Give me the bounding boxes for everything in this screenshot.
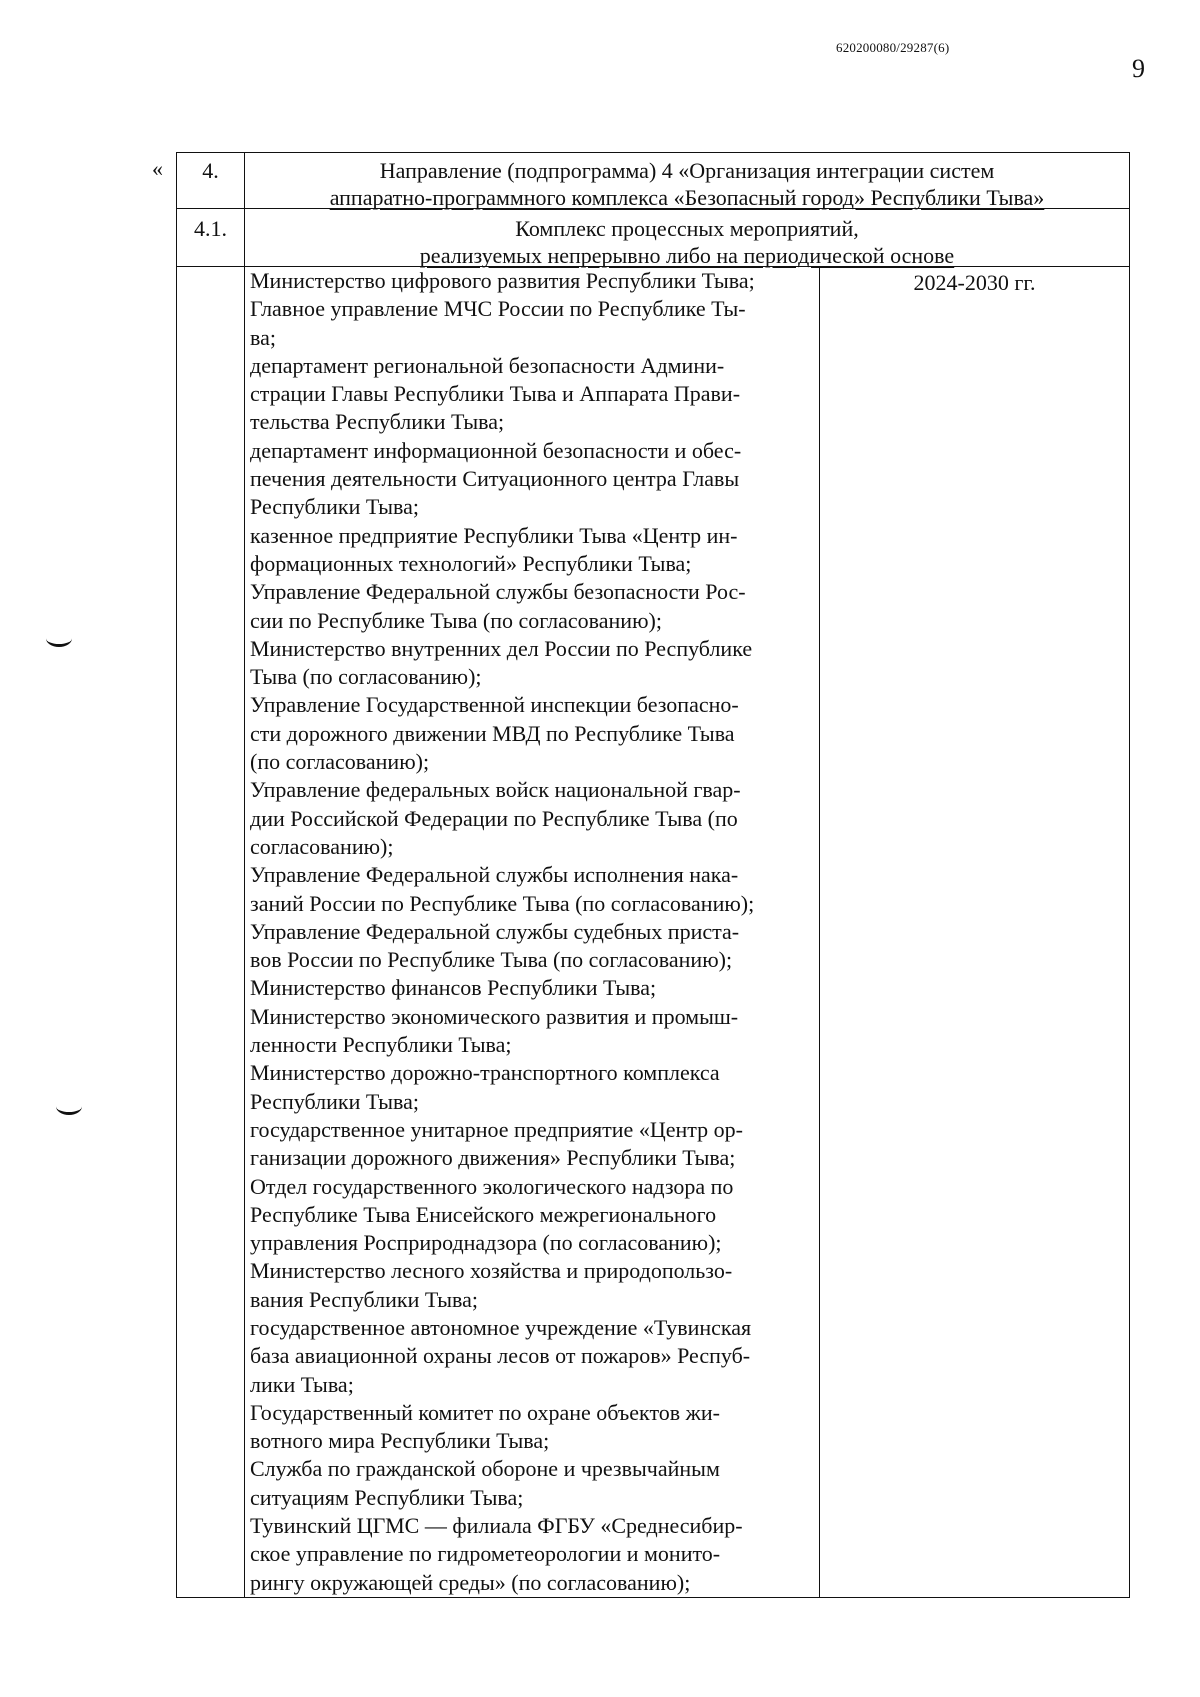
document-id: 620200080/29287(6) bbox=[836, 40, 950, 55]
section-title bbox=[245, 157, 1129, 211]
scan-artifact-mark bbox=[56, 1098, 82, 1115]
responsible-executors-cell: Министерство цифрового развития Республики Тыва; Главное управление МЧС России по Республике Ты- ва; департамент региональной безопасности Админи- страции Главы Республики Тыва и Аппарата Прави- тельства Республики Тыва; департамент информационной безопасности и обес- печения деятельности Ситуационного центра Главы Республики Тыва; казенное предприятие Республики Тыва «Центр ин- формационных технологий» Республики Тыва; Управление Федеральной службы безопасности Рос- сии по Республике Тыва (по согласованию); Министерство внутренних дел России по Республике Тыва (по согласованию); Управление Государственной инспекции безопасно- сти дорожного движении МВД по Республике Тыва (по согласованию); Управление федеральных войск национальной гвар- дии Российской Федерации по Республике Тыва (по согласованию); Управление Федеральной службы исполнения нака- заний России по Республике Тыва (по согласованию); Управление Федеральной службы судебных приста- вов России по Республике Тыва (по согласованию); Министерство финансов Республики Тыва; Министерство экономического развития и промыш- ленности Республики Тыва; Министерство дорожно-транспортного комплекса Республики Тыва; государственное унитарное предприятие «Центр ор- ганизации дорожного движения» Республики Тыва; Отдел государственного экологического надзора по Республике Тыва Енисейского межрегионального управления Росприроднадзора (по согласованию); Министерство лесного хозяйства и природопользо- вания Республики Тыва; государственное автономное учреждение «Тувинская база авиационной охраны лесов от пожаров» Респуб- лики Тыва; Государственный комитет по охране объектов жи- вотного мира Республики Тыва; Служба по гражданской обороне и чрезвычайным ситуациям Республики Тыва; Тувинский ЦГМС — филиала ФГБУ «Среднесибир- ское управление по гидрометеорологии и монито- рингу окружающей среды» (по согласованию); bbox=[250, 268, 755, 1595]
subsection-title bbox=[245, 215, 1129, 269]
subsection-title-line: реализуемых непрерывно либо на периодической основе bbox=[419, 243, 955, 268]
scan-artifact-mark bbox=[46, 630, 72, 647]
section-number: 4. bbox=[202, 158, 219, 183]
section-title-line: Направление (подпрограмма) 4 «Организация интеграции систем bbox=[379, 158, 995, 183]
table-column-divider bbox=[244, 153, 245, 1597]
subsection-number: 4.1. bbox=[194, 216, 227, 241]
implementation-period-cell: 2024-2030 гг. bbox=[913, 270, 1036, 295]
table-column-divider bbox=[819, 267, 820, 1597]
subsection-title-line: Комплекс процессных мероприятий, bbox=[515, 216, 859, 241]
section-title-line: аппаратно-программного комплекса «Безопасный город» Республики Тыва» bbox=[329, 185, 1045, 210]
opening-quote: « bbox=[152, 156, 163, 181]
program-table bbox=[176, 152, 1130, 1598]
page-number: 9 bbox=[1132, 54, 1145, 83]
